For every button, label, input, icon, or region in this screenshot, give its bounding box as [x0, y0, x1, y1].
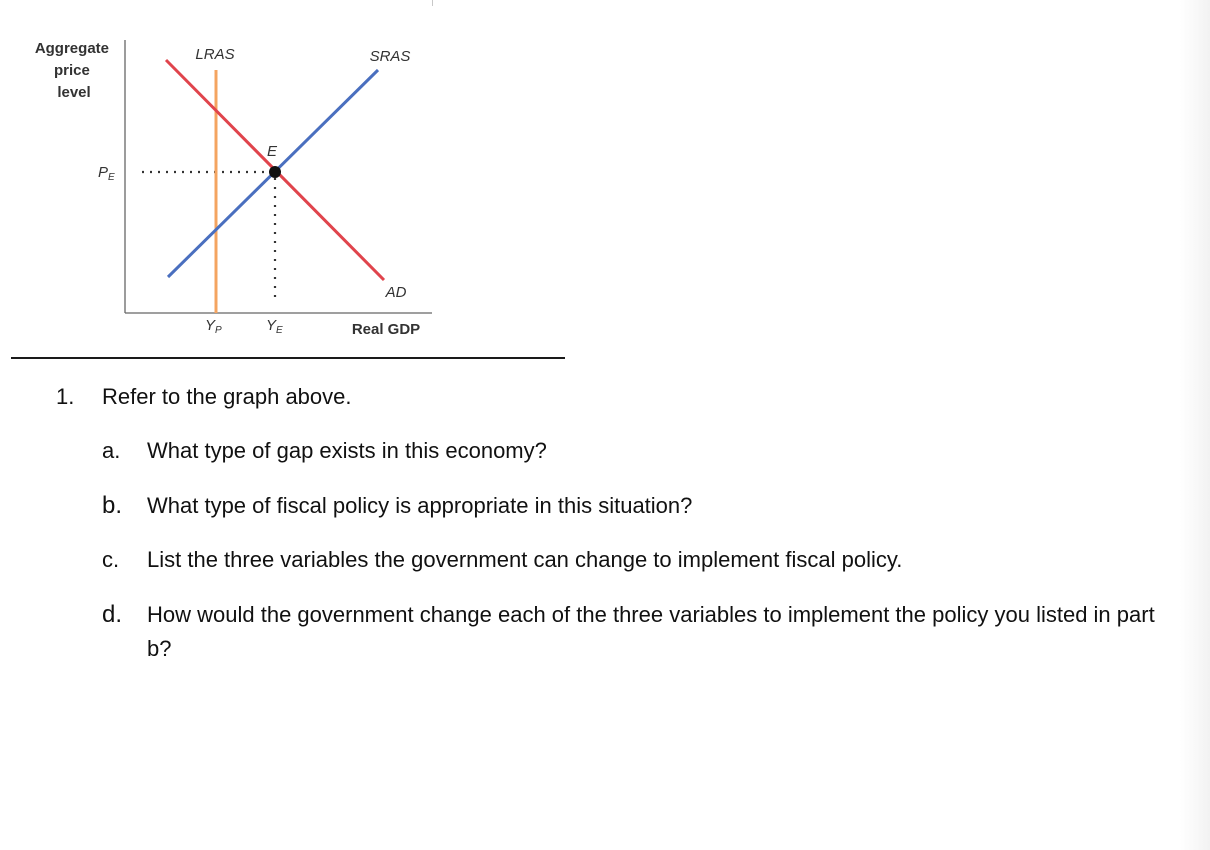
part-letter: a. [102, 438, 121, 463]
part-letter: b. [102, 492, 123, 519]
part-text: How would the government change each of the three variables to implement the policy you listed in part b? [147, 602, 1155, 661]
question-1 [0, 380, 1180, 414]
price-level-label: PE [98, 164, 115, 183]
y-axis-label: Aggregate price level [34, 40, 110, 101]
question-part-c [0, 543, 1180, 577]
x-axis-label: Real GDP [351, 321, 421, 338]
section-divider [11, 357, 565, 359]
page-edge-shadow [1180, 0, 1210, 850]
sras-label: SRAS [369, 48, 411, 65]
part-letter: d. [102, 601, 123, 628]
question-text: Refer to the graph above. [102, 384, 352, 409]
question-number: 1. [56, 384, 75, 409]
lras-label: LRAS [195, 46, 235, 63]
part-text: List the three variables the government can change to implement fiscal policy. [147, 547, 903, 572]
part-text: What type of gap exists in this economy? [147, 438, 547, 463]
potential-output-label: YP [205, 317, 222, 336]
part-text: What type of fiscal policy is appropriate in this situation? [147, 493, 693, 518]
part-letter: c. [102, 547, 120, 572]
question-part-d [0, 598, 1180, 668]
question-part-b [0, 489, 1180, 523]
question-part-a [0, 434, 1180, 468]
equilibrium-point [269, 166, 281, 178]
ad-as-graph [0, 0, 600, 350]
equilibrium-label: E [266, 143, 278, 160]
ad-label: AD [385, 284, 407, 301]
equilibrium-output-label: YE [266, 317, 283, 336]
